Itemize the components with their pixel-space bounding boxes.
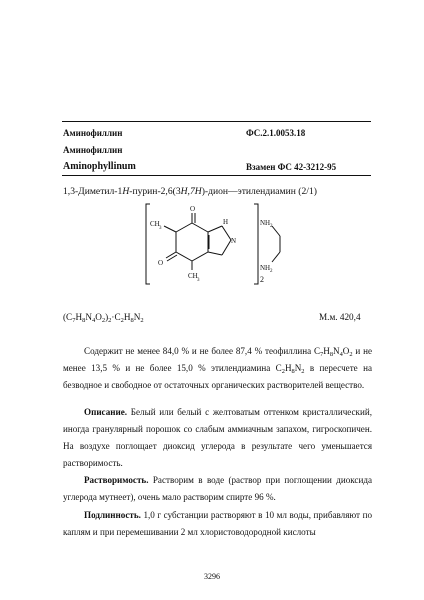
content-paragraph: Содержит не менее 84,0 % и не более 87,4 % теофиллина $C_7H_8N_4O_2$ и не менее 13,5 % и не более 15,0 % этилендиамина $C_2H_8N_2$ в пересчете на безводное и свободное от остаточных органических растворителей вещество. (63, 346, 372, 390)
replaces-code: Взамен ФС 42-3212-95 (246, 162, 337, 172)
bracket-subscript: 2 (260, 275, 264, 284)
svg-text:2: 2 (270, 224, 273, 229)
amine-bottom-label: NH (260, 264, 271, 272)
structural-formula (120, 200, 300, 290)
molecular-weight: М.м. 420,4 (319, 312, 361, 322)
svg-text:3: 3 (197, 278, 200, 283)
ring-h-label: H (223, 218, 229, 226)
monograph-code: ФС.2.1.0053.18 (246, 128, 306, 138)
chemical-name: 1,3-Диметил-1H-пурин-2,6(3H,7H)-дион—этилендиамин (2/1) (63, 186, 317, 197)
description-paragraph: Описание. Белый или белый с желтоватым оттенком кристаллический, иногда гранулярный порошок со слабым аммиачным запахом, гигроскопичен. На воздухе поглощает диоксид углерода в результате чего уменьшается растворимость. (63, 407, 372, 468)
page-number: 3296 (204, 572, 220, 581)
amine-top-label: NH (260, 219, 271, 227)
title-ru: Аминофиллин (63, 128, 123, 138)
title-latin: Aminophyllinum (63, 161, 136, 172)
identity-paragraph: Подлинность. 1,0 г субстанции растворяют в 10 мл воды, прибавляют по каплям и при перемешивании 2 мл хлористоводородной кислоты (63, 510, 372, 537)
ring-n-label: N (231, 237, 237, 245)
oxygen-left-label: O (158, 259, 164, 267)
molecular-formula: $(C_7H_8N_4O_2)_2\cdot C_2H_8N_2$ (63, 312, 144, 324)
oxygen-top-label: O (190, 205, 196, 213)
top-rule (62, 121, 371, 122)
solubility-paragraph: Растворимость. Растворим в воде (раствор при поглощении диоксида углерода мутнеет), очень мало растворим спирте 96 %. (63, 475, 372, 502)
svg-text:2: 2 (270, 269, 273, 274)
svg-text:3: 3 (159, 226, 162, 231)
header-rule (62, 175, 371, 176)
methyl-left-label: CH (150, 220, 160, 228)
title-ru-repeat: Аминофиллин (63, 145, 123, 155)
methyl-bottom-label: CH (188, 272, 198, 280)
